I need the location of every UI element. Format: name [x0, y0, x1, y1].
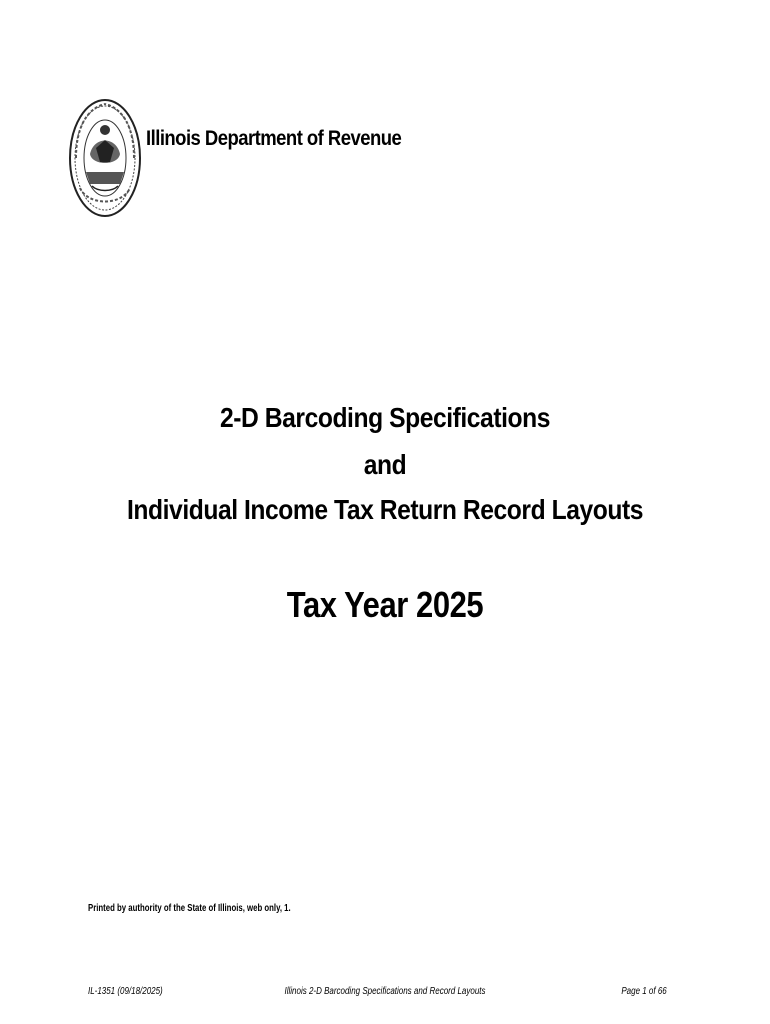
tax-year-heading: Tax Year 2025: [286, 584, 484, 625]
footer-page-number: Page 1 of 66: [621, 986, 667, 997]
footer-document-title: Illinois 2-D Barcoding Specifications and Record Layouts: [284, 986, 486, 997]
footer-form-id: IL-1351 (09/18/2025): [88, 986, 163, 997]
illinois-state-seal-icon: [68, 96, 142, 220]
document-title-line-3: Individual Income Tax Return Record Layouts: [127, 494, 643, 525]
printed-by-notice: Printed by authority of the State of Illinois, web only, 1.: [88, 903, 291, 914]
document-title-line-1: 2-D Barcoding Specifications: [220, 402, 550, 433]
agency-name: Illinois Department of Revenue: [146, 127, 402, 150]
document-title-line-2: and: [363, 449, 407, 480]
